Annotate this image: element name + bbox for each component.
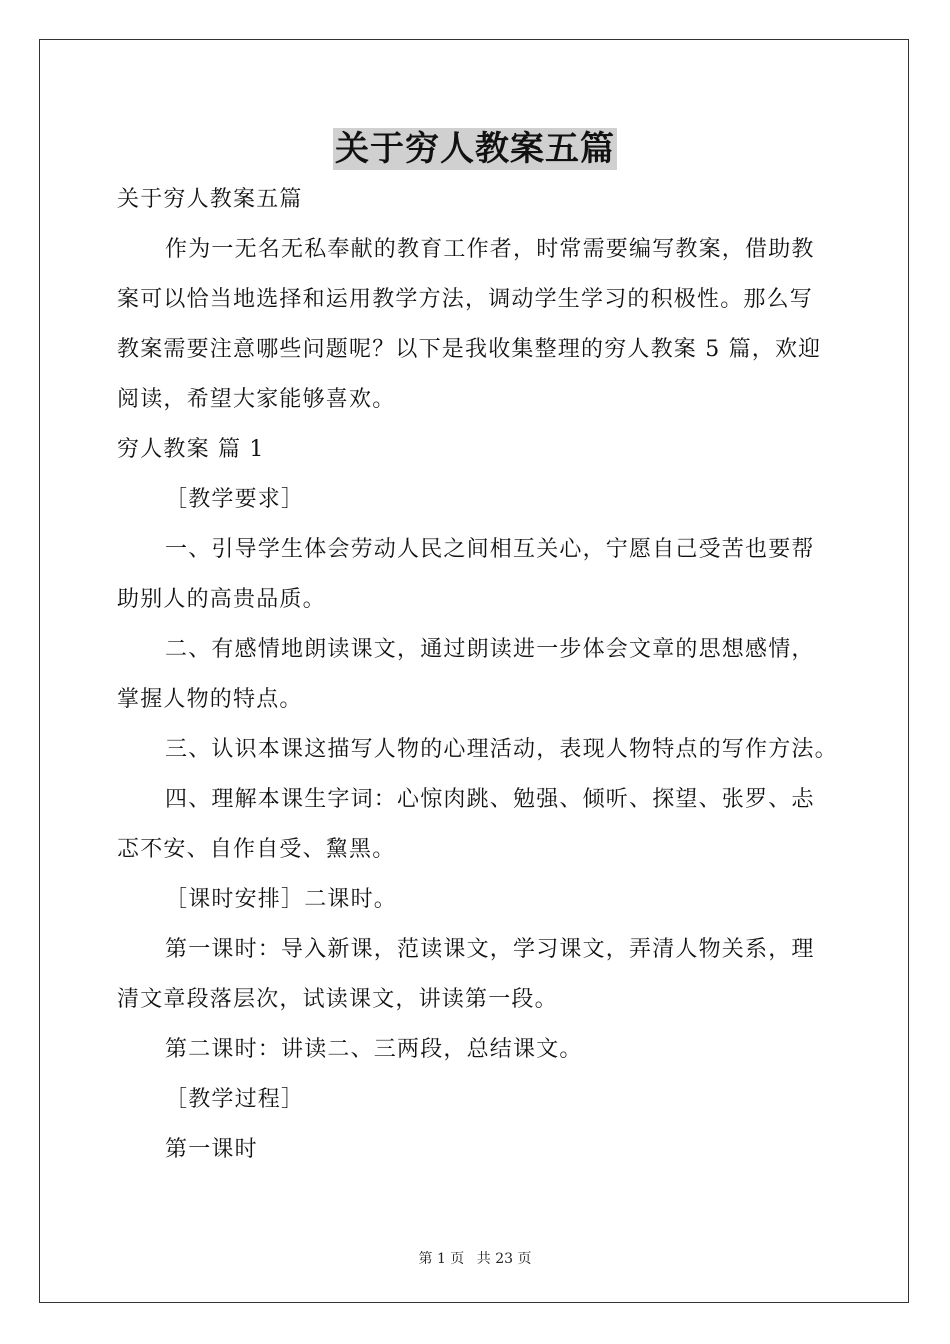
- text-line: 穷人教案 篇 1: [117, 437, 265, 462]
- document-title: 关于穷人教案五篇: [335, 129, 615, 169]
- text-line: ［教学要求］: [165, 487, 305, 512]
- page-number: 第 1 页: [418, 1251, 465, 1267]
- text-line: 掌握人物的特点。: [117, 687, 303, 712]
- text-line: 一、引导学生体会劳动人民之间相互关心，宁愿自己受苦也要帮: [165, 537, 815, 562]
- text-line: 关于穷人教案五篇: [117, 187, 303, 212]
- text-line: 作为一无名无私奉献的教育工作者，时常需要编写教案，借助教: [165, 237, 815, 262]
- text-line: 阅读，希望大家能够喜欢。: [117, 387, 396, 412]
- text-line: ［课时安排］二课时。: [165, 887, 398, 912]
- text-line: 案可以恰当地选择和运用教学方法，调动学生学习的积极性。那么写: [117, 287, 814, 312]
- text-line: 忑不安、自作自受、黧黑。: [117, 837, 396, 862]
- text-line: 四、理解本课生字词：心惊肉跳、勉强、倾听、探望、张罗、忐: [165, 787, 815, 812]
- text-line: 助别人的高贵品质。: [117, 587, 326, 612]
- text-line: 第一课时: [165, 1137, 258, 1162]
- text-line: 第二课时：讲读二、三两段，总结课文。: [165, 1037, 583, 1062]
- document-body: [117, 175, 837, 1175]
- text-line: ［教学过程］: [165, 1087, 305, 1112]
- page-footer: [0, 1248, 950, 1268]
- text-line: 清文章段落层次，试读课文，讲读第一段。: [117, 987, 558, 1012]
- text-line: 教案需要注意哪些问题呢？以下是我收集整理的穷人教案 5 篇，欢迎: [117, 337, 822, 362]
- text-line: 第一课时：导入新课，范读课文，学习课文，弄清人物关系，理: [165, 937, 815, 962]
- title-container: [0, 128, 950, 170]
- text-line: 三、认识本课这描写人物的心理活动，表现人物特点的写作方法。: [165, 737, 838, 762]
- page-total: 共 23 页: [476, 1251, 532, 1267]
- text-line: 二、有感情地朗读课文，通过朗读进一步体会文章的思想感情，: [165, 637, 815, 662]
